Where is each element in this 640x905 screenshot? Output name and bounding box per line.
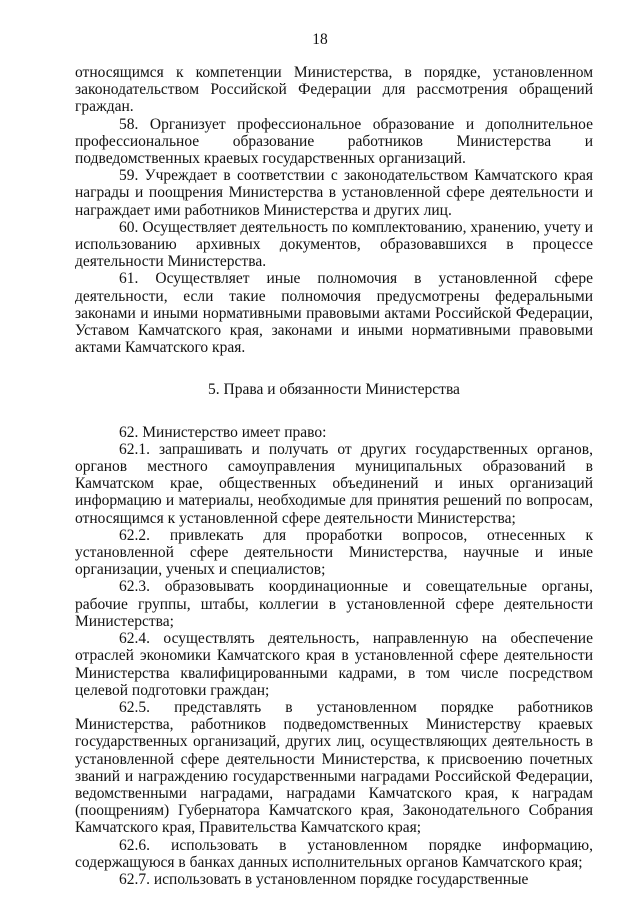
document-body: [75, 64, 593, 888]
paragraph-continuation: относящимся к компетенции Министерства, в порядке, установленном законодательством Российской Федерации для рассмотрения обращений граждан.: [75, 64, 593, 116]
paragraph-62-3: 62.3. образовывать координационные и совещательные органы, рабочие группы, штабы, коллегии в установленной сфере деятельности Министерства;: [75, 578, 593, 630]
paragraph-62-7: 62.7. использовать в установленном порядке государственные: [119, 870, 529, 888]
paragraph-58: 58. Организует профессиональное образование и дополнительное профессиональное образование работников Министерства и подведомственных краевых государственных организаций.: [75, 115, 593, 168]
page-number: 18: [312, 31, 328, 48]
paragraph-62-5: 62.5. представлять в установленном порядке работников Министерства, работников подведомственных Министерству краевых государственных организаций, других лиц, осуществляющих деятельность в установленной сфере деятельности Министерства, к присвоению почетных званий и награждению государственными наградами Российской Федерации, ведомственными наградами, наградами Камчатского края, к наградам (поощрениям) Губернатора Камчатского края, Законодательного Собрания Камчатского края, Правительства Камчатского края;: [75, 698, 593, 837]
paragraph-61: 61. Осуществляет иные полномочия в установленной сфере деятельности, если такие полномочия предусмотрены федеральными законами и иными нормативными правовыми актами Российской Федерации, Уставом Камчатского края, законами и иными нормативными правовыми актами Камчатского края.: [75, 270, 593, 357]
paragraph-62-2: 62.2. привлекать для проработки вопросов, отнесенных к установленной сфере деятельности Министерства, научные и иные организации, ученых и специалистов;: [75, 526, 593, 579]
paragraph-62-1: 62.1. запрашивать и получать от других государственных органов, органов местного самоуправления муниципальных образований в Камчатском крае, общественных объединений и иных организаций информацию и материалы, необходимые для принятия решений по вопросам, относящимся к установленной сфере деятельности Министерства;: [75, 440, 593, 527]
section-heading: 5. Права и обязанности Министерства: [208, 381, 460, 399]
paragraph-60: 60. Осуществляет деятельность по комплектованию, хранению, учету и использованию архивных документов, образовавшихся в процессе деятельности Министерства.: [75, 218, 593, 271]
paragraph-62-6: 62.6. использовать в установленном порядке информацию, содержащуюся в банках данных исполнительных органов Камчатского края;: [75, 836, 593, 871]
paragraph-59: 59. Учреждает в соответствии с законодательством Камчатского края награды и поощрения Министерства в установленной сфере деятельности и награждает ими работников Министерства и других лиц.: [75, 167, 593, 219]
paragraph-62-4: 62.4. осуществлять деятельность, направленную на обеспечение отраслей экономики Камчатского края в установленной сфере деятельности Министерства квалифицированными кадрами, в том числе посредством целевой подготовки граждан;: [75, 630, 593, 699]
paragraph-62: 62. Министерство имеет право:: [119, 423, 327, 441]
